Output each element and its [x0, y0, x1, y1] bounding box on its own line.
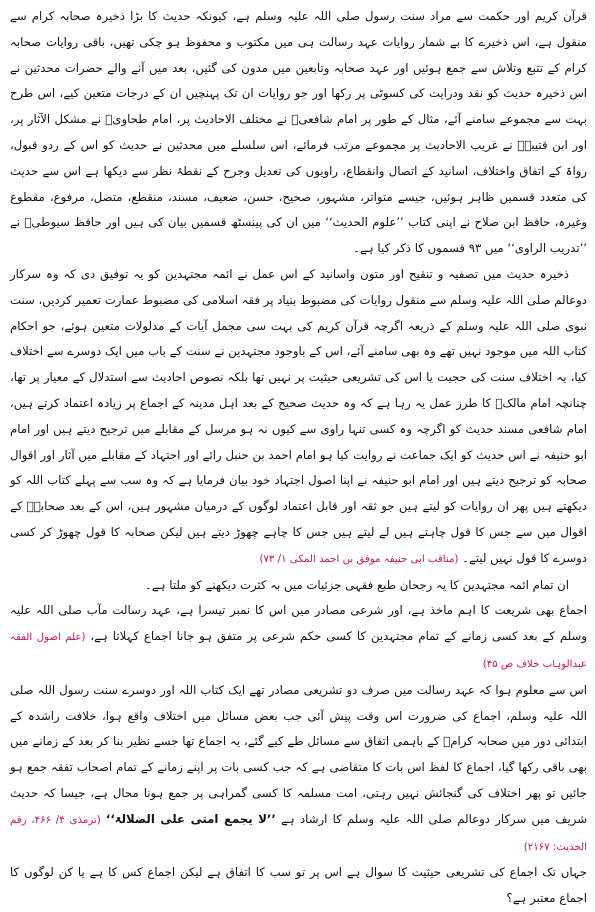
- paragraph-hadith-collection: [10, 4, 587, 262]
- paragraph-text: ذخیرہ حدیث میں تصفیہ و تنقیح اور متون واسانید کے اس عمل نے ائمہ مجتہدین کو یہ توفیق دی کہ وہ سرکار دوعالم صلی اللہ علیہ وسلم سے منقول روایات کی مضبوط بنیاد پر فقہ اسلامی کی مضبوط عمارت تعمیر کردیں، سنت نبوی صلی اللہ علیہ وسلم کے ذریعہ اگرچہ قرآن کریم کی بہت سی مجمل آیات کے مدلولات متعین ہوئے، جو احکام کتاب اللہ میں موجود نہیں تھے وہ بھی سامنے آئے، اس کے باوجود مجتہدین نے سنت کے باب میں ایک دوسرے سے اختلاف کیا، یہ اختلاف سنت کی حجیت یا اس کی تشریعی حیثیت پر نہیں تھا بلکہ نصوص احادیث سے استدلال کے معیار پر تھا، چنانچہ امام مالکؒ کا طرز عمل یہ رہا ہے کہ وہ حدیث صحیح کے بعد اہل مدینہ کے اجماع پر زیادہ اعتماد کرتے ہیں، امام شافعی مسند حدیث کو اگرچہ وہ کسی تنہا راوی سے کیوں نہ ہو مرسل کے مقابلے میں ترجیح دیتے ہیں اور امام ابو حنیفہ نے اس حدیث کو ایک جماعت نے روایت کیا ہو امام احمد بن حنبل رائے اور اجتہاد کے مقابلے میں آثار اور اقوال صحابہ کو ترجیح دیتے ہیں اور امام ابو حنیفہ نے اپنا اصول اجتہاد خود بیان فرمایا ہے کہ وہ سب سے پہلے کتاب اللہ کو دیکھتے ہیں پھر ان روایات کو لیتے ہیں جو ثقہ اور قابل اعتماد لوگوں کے درمیان مشہور ہیں، اس کے بعد صحابہؓ کے اقوال میں سے جس کا قول چاہتے ہیں لے لیتے ہیں جس کا چاہے چھوڑ دیتے ہیں لیکن صحابہ کا قول چھوڑ کر کسی دوسرے کا قول نہیں لیتے۔: [10, 266, 587, 565]
- citation-reference: (مناقب ابی حنیفہ موفق بن احمد المکی ۱/ ۷۳): [259, 553, 459, 565]
- paragraph-ijma-definition: [10, 598, 587, 677]
- paragraph-ijma-origin: [10, 678, 587, 861]
- citation-reference: (علم اصول الفقہ عبدالوہاب خلاف ص ۴۵): [10, 632, 587, 670]
- paragraph-text: جہاں تک اجماع کی تشریعی حیثیت کا سوال ہے اس پر تو سب کا اتفاق ہے لیکن اجماع کس کا ہے یا کن لوگوں کا اجماع معتبر ہے؟: [10, 865, 587, 906]
- citation-reference: (ترمذی ۴/ ۴۶۶، رقم الحدیث: ۲۱۶۷): [10, 814, 587, 853]
- paragraph-text: اس سے معلوم ہوا کہ عہد رسالت میں صرف دو تشریعی مصادر تھے ایک کتاب اللہ اور دوسرے سنت رسول اللہ صلی اللہ علیہ وسلم، اجماع کی ضرورت اس وقت پیش آئی جب بعض مسائل میں اختلاف واقع ہوا، خلافت راشدہ کے ابتدائی دور میں صحابہ کرامؓ کے باہمی اتفاق سے مسائل طے کیے گئے، یہ اجماع تھا جسے نظیر بنا کر بعد کے زمانے میں بھی باقی رکھا گیا، اجماع کا لفظ اس بات کا متقاضی ہے کہ جب کسی بات پر اپنے زمانے کے تمام اصحاب تفقہ جمع ہو جائیں تو پھر اختلاف کی گنجائش نہیں رہتی، امت مسلمہ کا کسی گمراہی پر جمع ہونا محال ہے، جیسا کہ حدیث شریف میں سرکار دوعالم صلی اللہ علیہ وسلم کا ارشاد ہے: [10, 682, 587, 826]
- hadith-quote: ’’لا یجمع امتی علی الضلالۃ‘‘: [105, 811, 276, 826]
- paragraph-ijma-question: [10, 860, 587, 912]
- paragraph-text: اجماع بھی شریعت کا اہم ماخذ ہے، اور شرعی مصادر میں اس کا نمبر تیسرا ہے، عہد رسالت مآب صلی اللہ علیہ وسلم کے بعد کسی زمانے کے تمام مجتہدین کا کسی حکم شرعی پر متفق ہو جانا اجماع کہلاتا ہے،: [10, 603, 587, 644]
- paragraph-tendency: [10, 573, 587, 599]
- paragraph-mujtahid-methods: [10, 262, 587, 573]
- paragraph-text: قرآن کریم اور حکمت سے مراد سنت رسول صلی اللہ علیہ وسلم ہے، کیونکہ حدیث کا بڑا ذخیرہ صحابہ کرام سے منقول ہے، اس ذخیرے کا بے شمار روایات عہد رسالت ہی میں مکتوب و محفوظ ہو چکی تھیں، باقی روایات صحابہ کرام کے تتبع وتلاش سے جمع ہوئیں اور عہد صحابہ وتابعین میں مدون کی گئیں، بعد میں آنے والے حضرات محدثین نے اس ذخیرہ حدیث کو نقد ودرایت کی کسوٹی پر رکھا اور جو روایات ان تک پہنچیں ان کے درجات متعین کیے، اس طرح بہت سے مجموعے سامنے آئے، مثال کے طور پر امام شافعیؒ نے مختلف الاحادیث پر، امام طحاویؒ نے مشکل الآثار پر، اور ابن قتیبہؒ نے غریب الاحادیث پر مجموعے مرتب فرمائے، اس سلسلے میں محدثین نے حدیث کو اس کے ردو قبول، رواۃ کے اتفاق واختلاف، اسانید کے اتصال وانقطاع، راویوں کی تعدیل وجرح کے نقطۂ نظر سے دیکھا ہے اس سے حدیث کی متعدد قسمیں ظاہر ہوئیں، جیسے متواتر، مشہور، صحیح، حسن، ضعیف، مسند، منقطع، متصل، مرفوع، مقطوع وغیرہ، حافظ ابن صلاح نے اپنی کتاب ’’علوم الحدیث‘‘ میں ان کی پینسٹھ قسمیں بیان کی ہیں اور حافظ سیوطیؒ نے ’’تدریب الراوی‘‘ میں ۹۳ قسموں کا ذکر کیا ہے۔: [10, 9, 587, 256]
- paragraph-text: ان تمام ائمہ مجتہدین کا یہ رجحان طبع فقہی جزئیات میں بہ کثرت دیکھنے کو ملتا ہے۔: [145, 577, 569, 592]
